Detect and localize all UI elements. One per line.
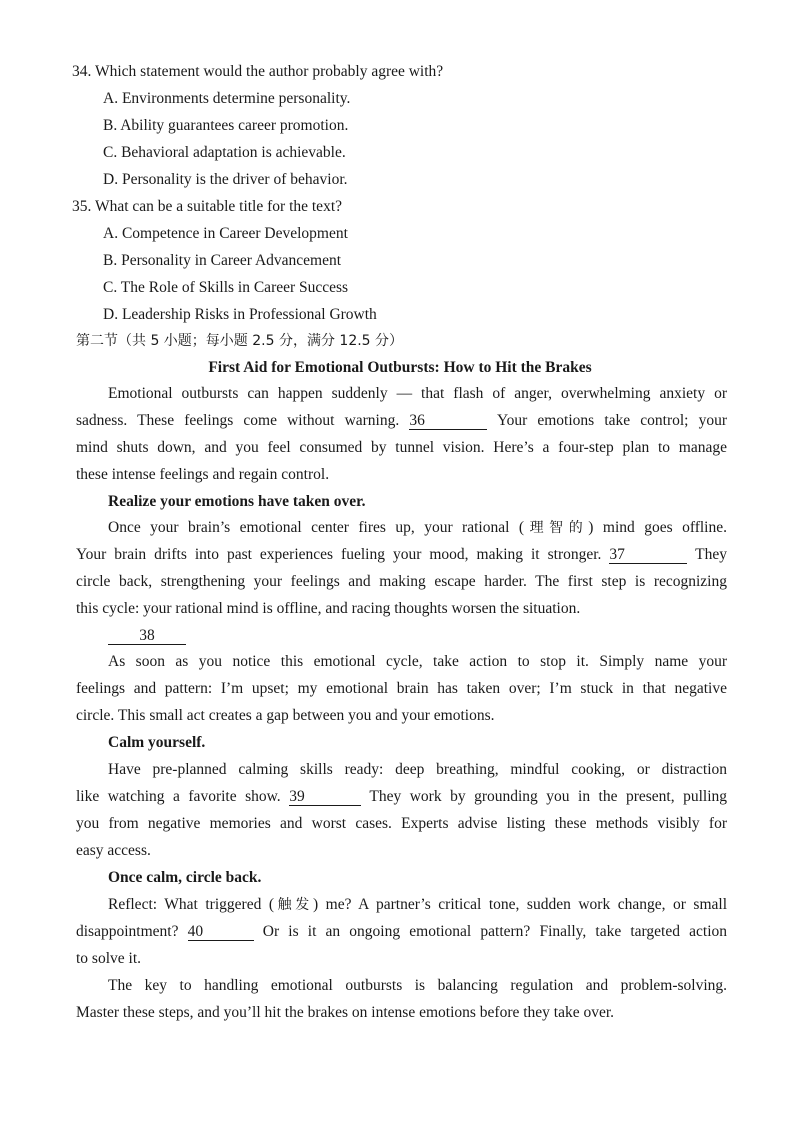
- heading-realize: Realize your emotions have taken over.: [108, 493, 366, 510]
- paragraph-1-line-3: mind shuts down, and you feel consumed by tunnel vision. Here’s a four-step plan to manage: [76, 439, 727, 456]
- question-34-stem: 34. Which statement would the author probably agree with?: [72, 63, 444, 80]
- paragraph-6-line-2: Master these steps, and you’ll hit the brakes on intense emotions before they take over.: [76, 1004, 615, 1021]
- paragraph-2-line-1: Once your brain’s emotional center fires up, your rational (理智的) mind goes offline.: [108, 519, 727, 536]
- blank-40: 40: [188, 923, 254, 941]
- paragraph-4-line-3: you from negative memories and worst cases. Experts advise listing these methods visibly for: [76, 815, 727, 832]
- paragraph-5-line-1: Reflect: What triggered (触发) me? A partner’s critical tone, sudden work change, or small: [108, 896, 728, 913]
- question-35-option-d: D. Leadership Risks in Professional Growth: [103, 306, 377, 323]
- question-34-option-b: B. Ability guarantees career promotion.: [103, 117, 349, 134]
- blank-38: 38: [108, 627, 186, 645]
- question-35-option-c: C. The Role of Skills in Career Success: [103, 279, 349, 296]
- paragraph-2-line-2: Your brain drifts into past experiences fueling your mood, making it stronger. 37 They: [76, 546, 727, 563]
- passage-title: First Aid for Emotional Outbursts: How to Hit the Brakes: [208, 359, 592, 376]
- paragraph-4-line-4: easy access.: [76, 842, 151, 859]
- question-35-stem: 35. What can be a suitable title for the text?: [72, 198, 343, 215]
- blank-39: 39: [289, 788, 361, 806]
- paragraph-2-line-4: this cycle: your rational mind is offline, and racing thoughts worsen the situation.: [76, 600, 581, 617]
- paragraph-3-line-3: circle. This small act creates a gap between you and your emotions.: [76, 707, 495, 724]
- paragraph-1-line-4: these intense feelings and regain control.: [76, 466, 330, 483]
- blank-37: 37: [609, 546, 687, 564]
- heading-calm: Calm yourself.: [108, 734, 206, 751]
- paragraph-2-line-3: circle back, strengthening your feelings and making escape harder. The first step is recognizing: [76, 573, 727, 590]
- paragraph-3-line-1: As soon as you notice this emotional cycle, take action to stop it. Simply name your: [108, 653, 727, 670]
- paragraph-5-line-2: disappointment? 40 Or is it an ongoing emotional pattern? Finally, take targeted action: [76, 923, 728, 940]
- question-34-option-d: D. Personality is the driver of behavior.: [103, 171, 348, 188]
- paragraph-1-line-2: sadness. These feelings come without warning. 36 Your emotions take control; your: [76, 412, 728, 429]
- question-35-option-b: B. Personality in Career Advancement: [103, 252, 342, 269]
- paragraph-3-line-2: feelings and pattern: I’m upset; my emotional brain has taken over; I’m stuck in that negative: [76, 680, 727, 697]
- paragraph-4-line-2: like watching a favorite show. 39 They work by grounding you in the present, pulling: [76, 788, 728, 805]
- paragraph-4-line-1: Have pre-planned calming skills ready: deep breathing, mindful cooking, or distraction: [108, 761, 727, 778]
- question-35-option-a: A. Competence in Career Development: [103, 225, 348, 242]
- question-34-option-c: C. Behavioral adaptation is achievable.: [103, 144, 346, 161]
- paragraph-1-line-1: Emotional outbursts can happen suddenly — that flash of anger, overwhelming anxiety or: [108, 385, 727, 402]
- heading-blank-38: [108, 626, 186, 646]
- question-34-option-a: A. Environments determine personality.: [103, 90, 351, 107]
- blank-36: 36: [409, 412, 487, 430]
- paragraph-5-line-3: to solve it.: [76, 950, 142, 967]
- section-header: 第二节（共 5 小题；每小题 2.5 分，满分 12.5 分）: [76, 333, 404, 349]
- heading-circle-back: Once calm, circle back.: [108, 869, 262, 886]
- paragraph-6-line-1: The key to handling emotional outbursts is balancing regulation and problem-solving.: [108, 977, 727, 994]
